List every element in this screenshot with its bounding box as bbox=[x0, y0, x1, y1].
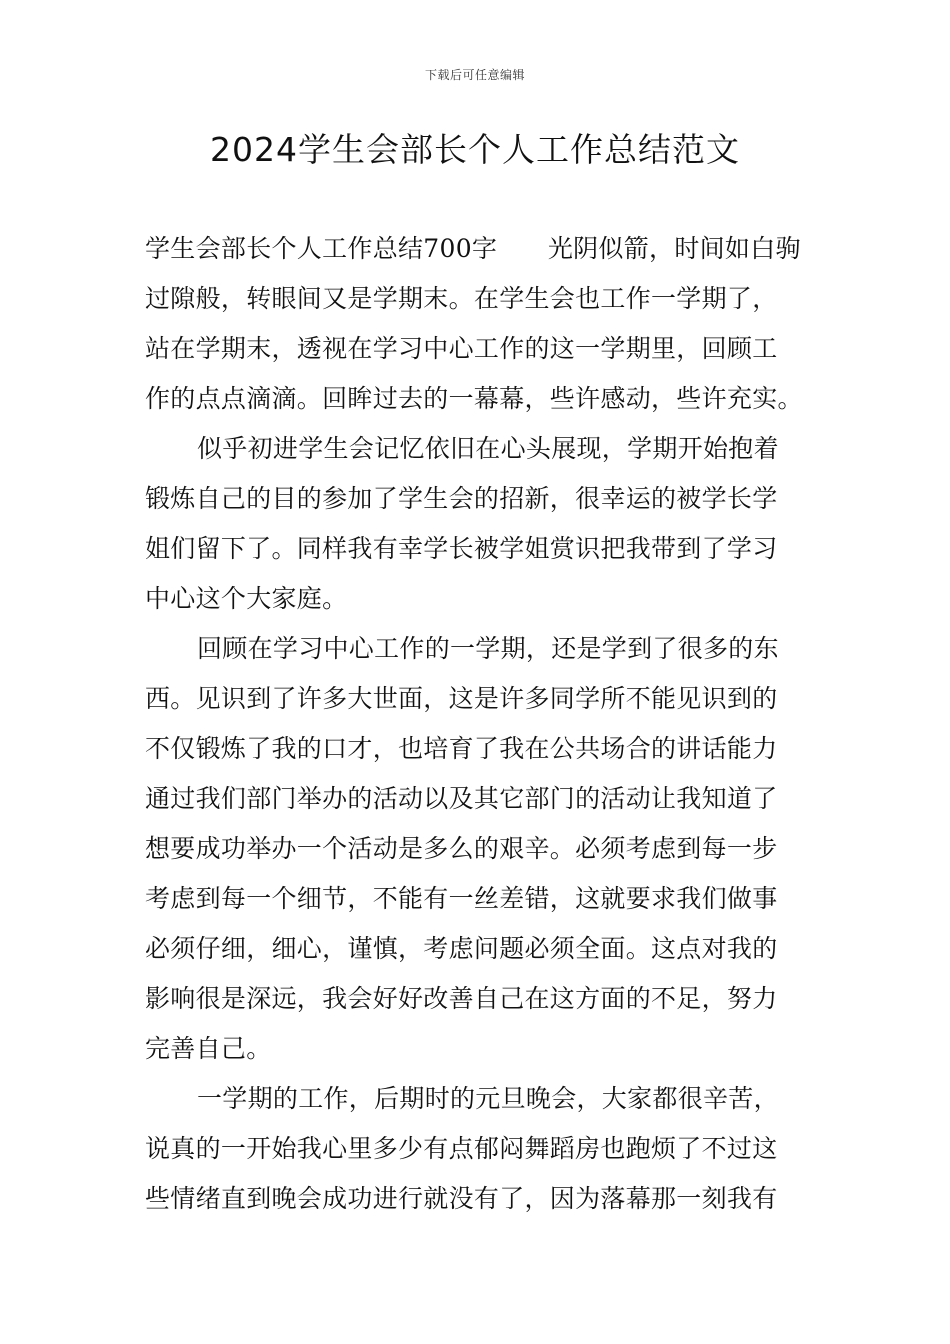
body-line: 必须仔细，细心，谨慎，考虑问题必须全面。这点对我的 bbox=[145, 934, 778, 963]
document-body bbox=[145, 224, 810, 1224]
body-line: 些情绪直到晚会成功进行就没有了，因为落幕那一刻我有 bbox=[145, 1184, 778, 1213]
body-line: 姐们留下了。同样我有幸学长被学姐赏识把我带到了学习 bbox=[145, 534, 778, 563]
body-line: 通过我们部门举办的活动以及其它部门的活动让我知道了 bbox=[145, 784, 778, 813]
body-line: 考虑到每一个细节，不能有一丝差错，这就要求我们做事 bbox=[145, 884, 778, 913]
body-line: 一学期的工作，后期时的元旦晚会，大家都很辛苦， bbox=[197, 1084, 779, 1113]
body-line: 似乎初进学生会记忆依旧在心头展现，学期开始抱着 bbox=[197, 434, 779, 463]
body-line: 作的点点滴滴。回眸过去的一幕幕，些许感动，些许充实。 bbox=[145, 384, 803, 413]
body-line: 站在学期末，透视在学习中心工作的这一学期里，回顾工 bbox=[145, 334, 778, 363]
body-line: 中心这个大家庭。 bbox=[145, 584, 348, 613]
body-line: 不仅锻炼了我的口才，也培育了我在公共场合的讲话能力 bbox=[145, 734, 778, 763]
body-line: 说真的一开始我心里多少有点郁闷舞蹈房也跑烦了不过这 bbox=[145, 1134, 778, 1163]
body-line: 回顾在学习中心工作的一学期，还是学到了很多的东 bbox=[197, 634, 779, 663]
body-line: 西。见识到了许多大世面，这是许多同学所不能见识到的 bbox=[145, 684, 778, 713]
header-note: 下载后可任意编辑 bbox=[424, 68, 525, 82]
body-line: 锻炼自己的目的参加了学生会的招新，很幸运的被学长学 bbox=[145, 484, 778, 513]
body-line: 完善自己。 bbox=[145, 1034, 272, 1063]
body-line: 影响很是深远，我会好好改善自己在这方面的不足，努力 bbox=[145, 984, 778, 1013]
body-line: 学生会部长个人工作总结700字 光阴似箭，时间如白驹 bbox=[145, 234, 801, 263]
body-line: 想要成功举办一个活动是多么的艰辛。必须考虑到每一步 bbox=[145, 834, 778, 863]
document-title: 2024学生会部长个人工作总结范文 bbox=[210, 130, 740, 169]
body-line: 过隙般，转眼间又是学期末。在学生会也工作一学期了， bbox=[145, 284, 778, 313]
